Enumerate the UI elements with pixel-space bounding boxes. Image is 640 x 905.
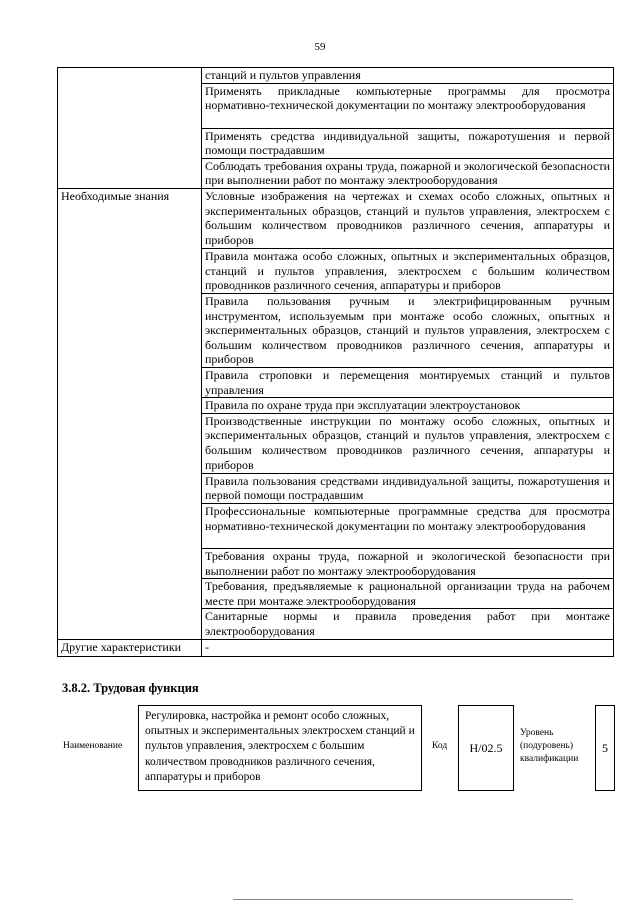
description-cell: Профессиональные компьютерные программные средства для просмотра нормативно-технической документации по монтажу электрооборудования [202,503,614,548]
description-cell: станций и пультов управления [202,68,614,84]
page-number: 59 [314,41,326,53]
code-value: Н/02.5 [469,740,503,755]
table-row [58,188,614,248]
name-label: Наименование [63,741,123,751]
description-cell: Применять средства индивидуальной защиты, пожаротушения и первой помощи пострадавшим [202,128,614,158]
description-cell: Применять прикладные компьютерные программы для просмотра нормативно-технической документации по монтажу электрооборудования [202,83,614,128]
description-cell: Правила монтажа особо сложных, опытных и экспериментальных образцов, станций и пультов управления, электросхем с большим количеством проводников различного сечения, аппаратуры и приборов [202,248,614,293]
table-row [58,68,614,84]
description-cell: Производственные инструкции по монтажу особо сложных, опытных и экспериментальных образцов, станций и пультов управления, электросхем с большим количеством проводников различного сечения, аппаратуры и приборов [202,413,614,473]
level-value: 5 [602,740,608,755]
description-cell: Правила по охране труда при эксплуатации электроустановок [202,398,614,414]
code-value-box [458,705,514,791]
description-cell: Условные изображения на чертежах и схемах особо сложных, опытных и экспериментальных образцов, станций и пультов управления, электросхем с большим количеством проводников различного сечения, аппаратуры и приборов [202,188,614,248]
name-value-box: Регулировка, настройка и ремонт особо сложных, опытных и экспериментальных электросхем станций и пультов управления, электросхем с большим количеством проводников различного сечения, аппаратуры и приборов [138,705,422,791]
section-title: 3.8.2. Трудовая функция [62,681,199,695]
footer-divider [233,899,573,900]
category-cell: Необходимые знания [58,188,202,639]
description-cell: Правила пользования средствами индивидуальной защиты, пожаротушения и первой помощи пострадавшим [202,473,614,503]
description-cell: Правила строповки и перемещения монтируемых станций и пультов управления [202,367,614,397]
category-cell: Другие характеристики [58,639,202,656]
description-cell: Требования, предъявляемые к рациональной организации труда на рабочем месте при монтаже электрооборудования [202,579,614,609]
description-cell: Соблюдать требования охраны труда, пожарной и экологической безопасности при выполнении работ по монтажу электрооборудования [202,158,614,188]
code-label: Код [432,741,448,751]
description-cell: Правила пользования ручным и электрифицированным ручным инструментом, используемым при монтаже особо сложных, опытных и экспериментальных образцов, станций и пультов управления, электросхем с большим количеством проводников различного сечения, аппаратуры и приборов [202,293,614,367]
table-row [58,639,614,656]
level-label: Уровень (подуровень) квалификации [520,728,579,764]
skills-table [57,67,614,657]
category-cell [58,68,202,189]
description-cell: Требования охраны труда, пожарной и экологической безопасности при выполнении работ по монтажу электрооборудования [202,548,614,578]
level-value-box [595,705,615,791]
description-cell: Санитарные нормы и правила проведения работ при монтаже электрооборудования [202,609,614,639]
description-cell: - [202,639,614,656]
